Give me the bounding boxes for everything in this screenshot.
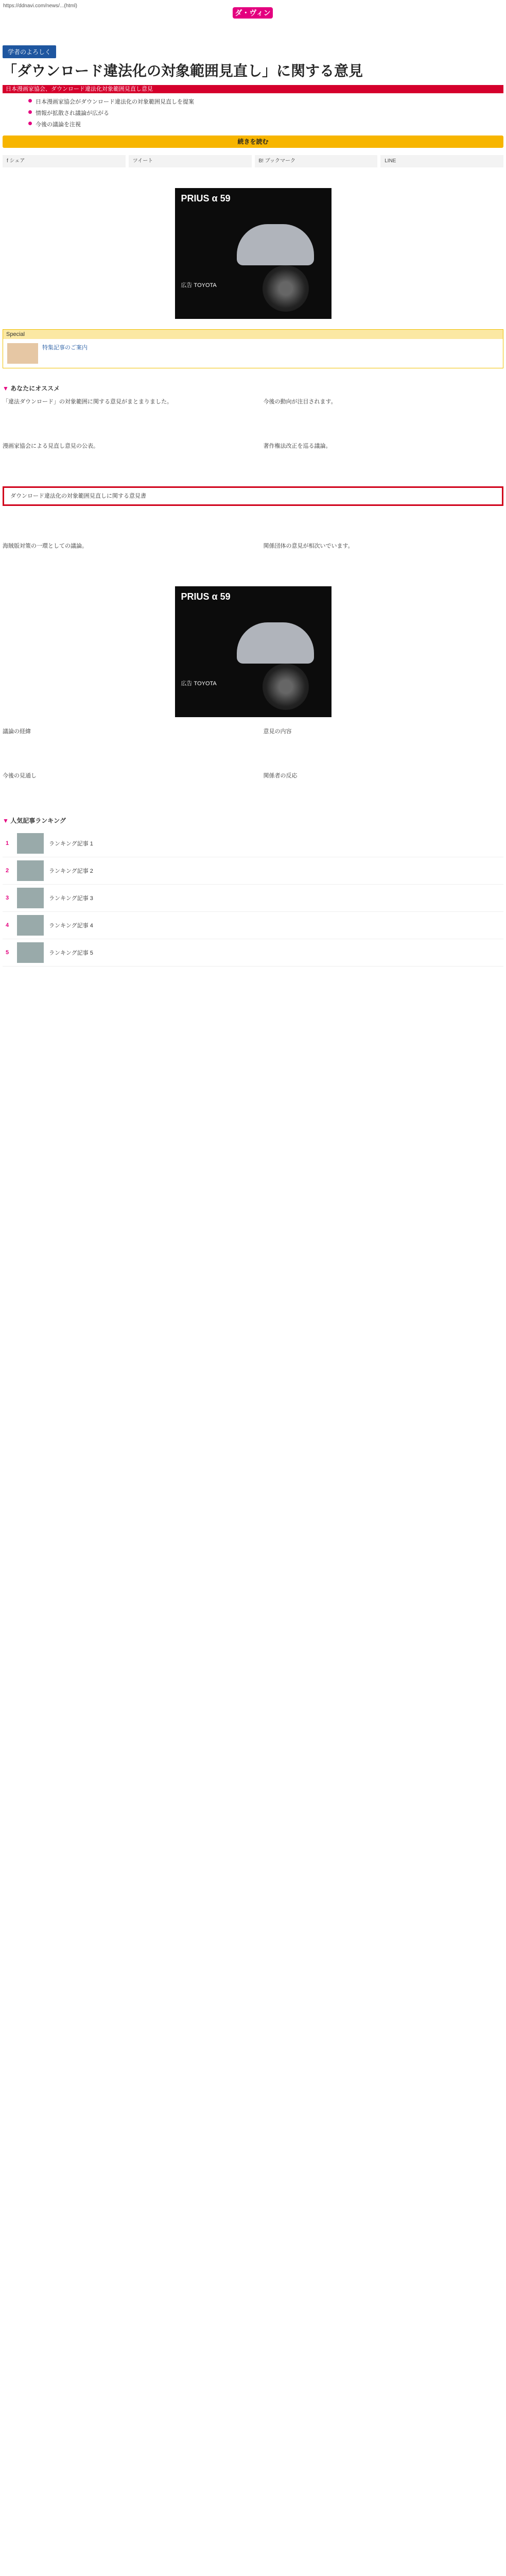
wheel-image (263, 265, 309, 312)
rank-thumbnail (17, 860, 44, 881)
article-container (3, 45, 503, 967)
paragraph-row (3, 542, 503, 550)
rank-thumbnail (17, 888, 44, 908)
paragraph-text: 関係団体の意見が相次いでいます。 (263, 543, 354, 549)
paragraph-row (3, 442, 503, 450)
rank-title: ランキング記事 5 (49, 950, 93, 956)
ranking-item[interactable] (3, 857, 503, 885)
rank-title: ランキング記事 2 (49, 868, 93, 874)
ranking-item[interactable] (3, 830, 503, 857)
rank-number: 5 (5, 950, 9, 956)
site-logo[interactable]: ダ・ヴィンチ (233, 7, 273, 19)
ad-sub: 広告 TOYOTA (181, 282, 217, 289)
ranking-item[interactable] (3, 939, 503, 967)
section-heading: ▼ あなたにオススメ (3, 384, 503, 393)
paragraph-text: 「違法ダウンロード」の対象範囲に関する意見がまとまりました。 (3, 399, 172, 405)
rank-number: 2 (5, 868, 9, 874)
ad-title: PRIUS α 59 (181, 591, 231, 602)
paragraph-text: 今後の動向が注目されます。 (263, 399, 337, 405)
paragraph-row (3, 772, 503, 780)
wheel-image (263, 664, 309, 710)
paragraph-text: 関係者の反応 (263, 773, 298, 779)
subtitle-bar: 日本漫画家協会、ダウンロード違法化対象範囲見直し意見 (3, 85, 503, 93)
read-more-button[interactable]: 続きを読む (3, 135, 503, 148)
ad-title: PRIUS α 59 (181, 193, 231, 204)
browser-url: https://ddnavi.com/news/...(html) (3, 3, 77, 9)
ad-banner-2[interactable] (175, 586, 331, 717)
paragraph-text: 議論の経緯 (3, 728, 31, 735)
rank-thumbnail (17, 833, 44, 854)
rank-title: ランキング記事 1 (49, 841, 93, 847)
twitter-share-button[interactable]: ツイート (129, 155, 252, 167)
ad-sub: 広告 TOYOTA (181, 681, 217, 687)
ad-banner[interactable] (175, 188, 331, 319)
paragraph-row (3, 727, 503, 736)
special-thumbnail (7, 343, 38, 364)
callout-text: ダウンロード違法化の対象範囲見直しに関する意見書 (10, 493, 146, 499)
paragraph-text: 漫画家協会による見直し意見の公表。 (3, 443, 99, 449)
summary-item: 今後の議論を注視 (28, 120, 503, 128)
car-image (237, 224, 314, 265)
paragraph-text: 海賊版対策の一環としての議論。 (3, 543, 88, 549)
ranking-item[interactable] (3, 885, 503, 912)
category-label[interactable]: 学者のよろしく (3, 45, 56, 58)
paragraph-text: 今後の見通し (3, 773, 37, 779)
facebook-share-button[interactable]: f シェア (3, 155, 126, 167)
article-title: 「ダウンロード違法化の対象範囲見直し」に関する意見 (3, 63, 363, 79)
share-bar (3, 155, 503, 167)
ranking-item[interactable] (3, 912, 503, 939)
rank-title: ランキング記事 4 (49, 923, 93, 929)
rank-thumbnail (17, 942, 44, 963)
rank-number: 3 (5, 895, 9, 901)
highlight-callout (3, 486, 503, 506)
special-box (3, 329, 503, 368)
special-heading: Special (3, 330, 503, 339)
paragraph-text: 意見の内容 (263, 728, 292, 735)
rank-thumbnail (17, 915, 44, 936)
paragraph-text: 著作権法改正を巡る議論。 (263, 443, 331, 449)
car-image (237, 622, 314, 664)
paragraph-row (3, 398, 503, 406)
special-item-text: 特集記事のご案内 (42, 345, 88, 351)
line-share-button[interactable]: LINE (380, 155, 503, 167)
rank-title: ランキング記事 3 (49, 895, 93, 902)
ranking-heading: ▼ 人気記事ランキング (3, 816, 503, 825)
ranking-section (3, 816, 503, 967)
summary-item: 情報が拡散され議論が広がる (28, 109, 503, 117)
hatena-share-button[interactable]: B! ブックマーク (255, 155, 378, 167)
rank-number: 4 (5, 922, 9, 928)
summary-list (3, 97, 503, 128)
rank-number: 1 (5, 840, 9, 846)
summary-item: 日本漫画家協会がダウンロード違法化の対象範囲見直しを提案 (28, 97, 503, 106)
special-item[interactable] (3, 339, 503, 368)
